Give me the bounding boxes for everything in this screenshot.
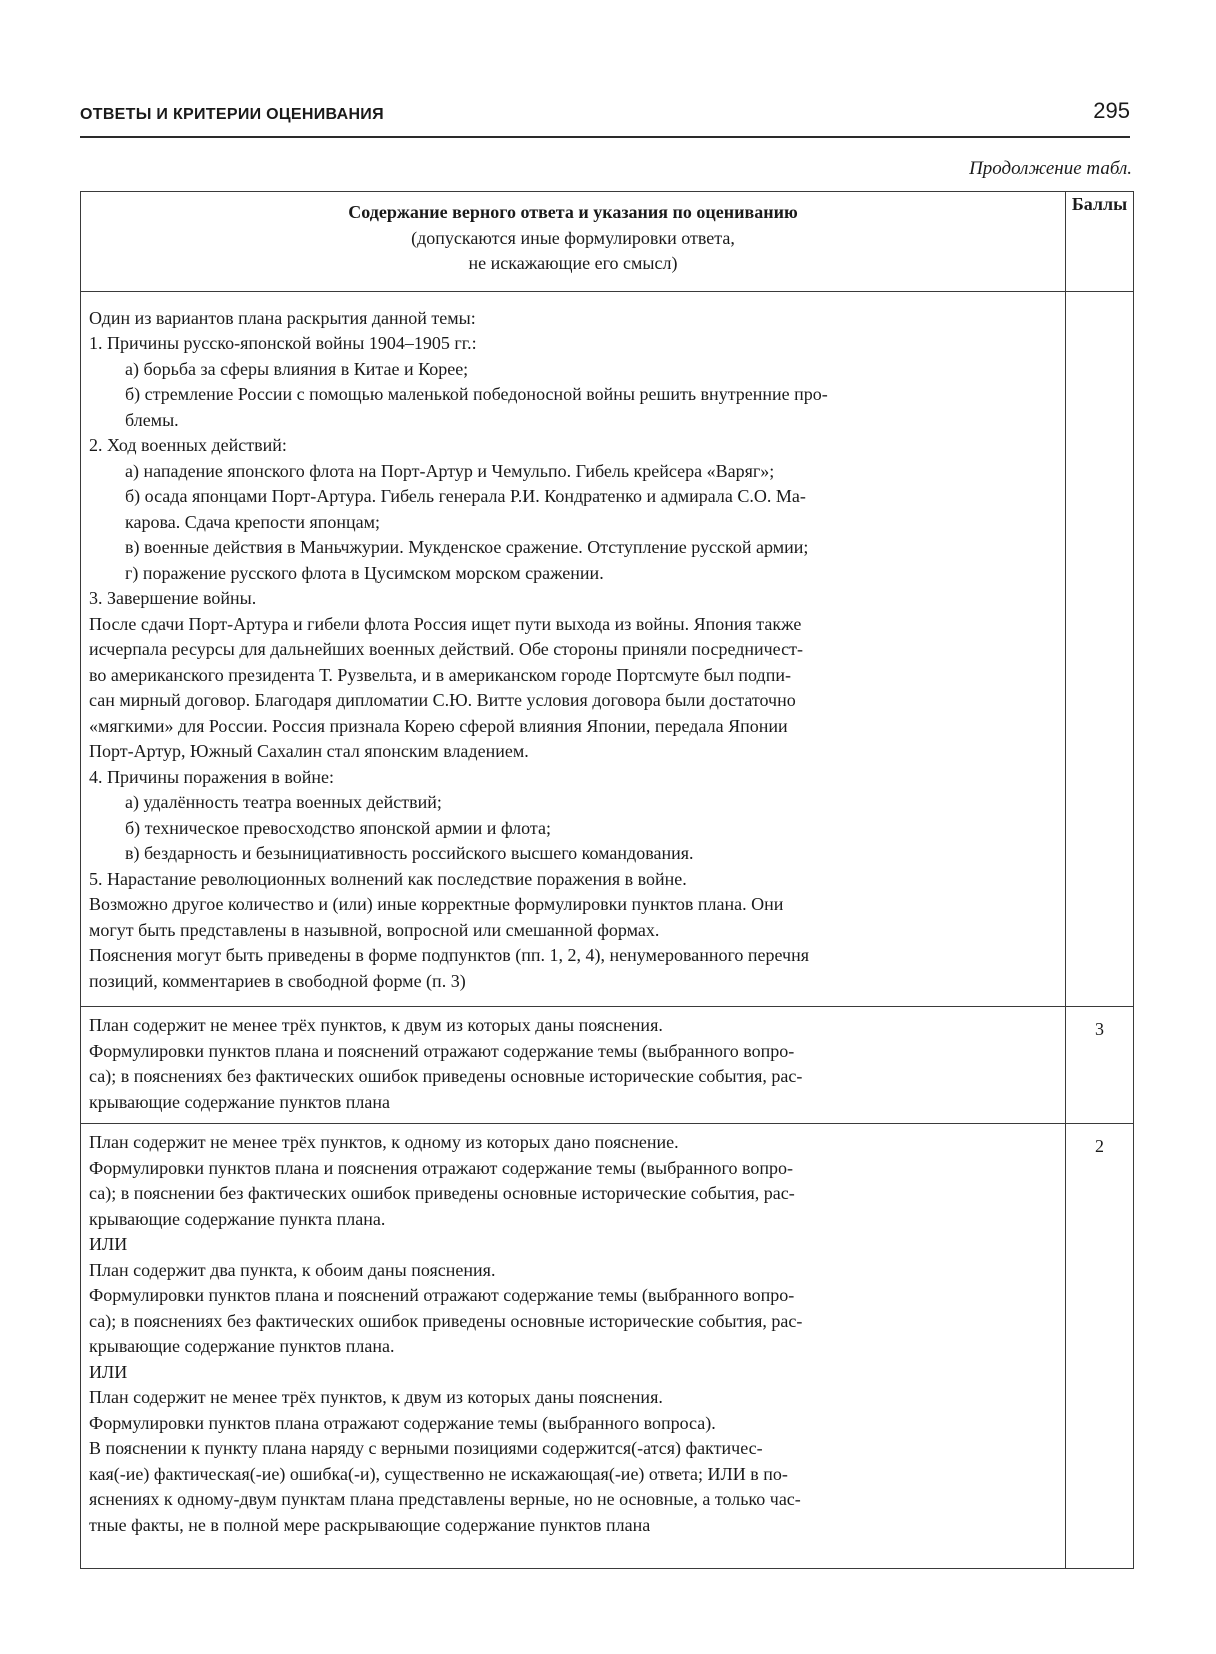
criteria-line: ИЛИ <box>89 1361 128 1382</box>
criteria-line: крывающие содержание пунктов плана. <box>89 1336 395 1356</box>
points-column-header: Баллы <box>1066 192 1134 292</box>
page-header <box>80 96 1130 138</box>
criteria-line: План содержит не менее трёх пунктов, к двум из которых даны пояснения. <box>89 1387 663 1407</box>
content-column-header <box>81 192 1066 292</box>
criteria-line: Формулировки пунктов плана и пояснений отражают содержание темы (выбранного вопро- <box>89 1040 795 1061</box>
points-value: 2 <box>1066 1124 1134 1569</box>
criteria-line: Формулировки пунктов плана отражают содержание темы (выбранного вопроса). <box>89 1412 716 1433</box>
plan-cell <box>81 291 1066 1007</box>
plan-line: могут быть представлены в назывной, вопросной или смешанной формах. <box>89 919 660 940</box>
plan-line: 3. Завершение войны. <box>89 588 257 608</box>
points-value: 3 <box>1066 1007 1134 1124</box>
criteria-line: кая(-ие) фактическая(-ие) ошибка(-и), существенно не искажающая(-ие) ответа; ИЛИ в по- <box>89 1463 788 1484</box>
page-number: 295 <box>1093 98 1130 123</box>
plan-line: блемы. <box>125 409 179 430</box>
points-cell-empty <box>1066 291 1134 1007</box>
plan-line: 4. Причины поражения в войне: <box>89 766 335 787</box>
table-header-row <box>81 192 1134 292</box>
table-row <box>81 291 1134 1007</box>
table-row <box>81 1007 1134 1124</box>
plan-line: 5. Нарастание революционных волнений как последствие поражения в войне. <box>89 868 687 889</box>
plan-line: 2. Ход военных действий: <box>89 435 287 455</box>
header-line: (допускаются иные формулировки ответа, <box>411 227 735 248</box>
criteria-line: са); в пояснениях без фактических ошибок приведены основные исторические события, рас- <box>89 1066 803 1086</box>
criteria-line: ИЛИ <box>89 1234 128 1254</box>
criteria-line: са); в пояснении без фактических ошибок приведены основные исторические события, рас- <box>89 1183 795 1203</box>
plan-line: позиций, комментариев в свободной форме (п. 3) <box>89 970 466 991</box>
criteria-line: тные факты, не в полной мере раскрывающие содержание пунктов плана <box>89 1514 651 1535</box>
plan-line: Порт-Артур, Южный Сахалин стал японским владением. <box>89 741 529 761</box>
criteria-line: В пояснении к пункту плана наряду с верными позициями содержится(-атся) фактичес- <box>89 1438 763 1458</box>
criteria-line: План содержит не менее трёх пунктов, к двум из которых даны пояснения. <box>89 1015 663 1035</box>
criteria-line: План содержит не менее трёх пунктов, к одному из которых дано пояснение. <box>89 1132 679 1152</box>
criteria-cell <box>81 1124 1066 1569</box>
plan-line: б) техническое превосходство японской армии и флота; <box>125 817 551 838</box>
header-line: Содержание верного ответа и указания по оцениванию <box>348 202 798 222</box>
criteria-line: яснениях к одному-двум пунктам плана представлены верные, но не основные, а только час- <box>89 1489 801 1509</box>
plan-line: г) поражение русского флота в Цусимском морском сражении. <box>125 562 604 583</box>
plan-line: сан мирный договор. Благодаря дипломатии С.Ю. Витте условия договора были достаточно <box>89 690 796 710</box>
criteria-line: Формулировки пунктов плана и пояснения отражают содержание темы (выбранного вопро- <box>89 1157 793 1178</box>
criteria-line: крывающие содержание пункта плана. <box>89 1208 386 1229</box>
plan-line: исчерпала ресурсы для дальнейших военных действий. Обе стороны приняли посредничест- <box>89 639 803 659</box>
plan-line: в) военные действия в Маньчжурии. Мукденское сражение. Отступление русской армии; <box>125 537 809 557</box>
table-row <box>81 1124 1134 1569</box>
plan-line: карова. Сдача крепости японцам; <box>125 511 381 532</box>
plan-line: Один из вариантов плана раскрытия данной темы: <box>89 307 476 328</box>
criteria-line: крывающие содержание пунктов плана <box>89 1091 390 1112</box>
criteria-line: са); в пояснениях без фактических ошибок приведены основные исторические события, рас- <box>89 1310 803 1331</box>
answer-criteria-table <box>80 191 1134 1569</box>
plan-line: а) удалённость театра военных действий; <box>125 792 442 812</box>
criteria-line: План содержит два пункта, к обоим даны пояснения. <box>89 1259 496 1280</box>
plan-line: После сдачи Порт-Артура и гибели флота Россия ищет пути выхода из войны. Япония также <box>89 613 802 634</box>
criteria-line: Формулировки пунктов плана и пояснений отражают содержание темы (выбранного вопро- <box>89 1285 795 1305</box>
plan-line: а) нападение японского флота на Порт-Артур и Чемульпо. Гибель крейсера «Варяг»; <box>125 460 775 481</box>
plan-line: «мягкими» для России. Россия признала Корею сферой влияния Японии, передала Японии <box>89 715 788 736</box>
plan-line: в) бездарность и безынициативность российского высшего командования. <box>125 843 694 863</box>
plan-line: Возможно другое количество и (или) иные корректные формулировки пунктов плана. Они <box>89 894 784 914</box>
header-line: не искажающие его смысл) <box>468 253 678 273</box>
running-title: ОТВЕТЫ И КРИТЕРИИ ОЦЕНИВАНИЯ <box>80 106 384 123</box>
plan-line: 1. Причины русско-японской войны 1904–1905 гг.: <box>89 333 477 353</box>
plan-line: б) осада японцами Порт-Артура. Гибель генерала Р.И. Кондратенко и адмирала С.О. Ма- <box>125 486 806 506</box>
plan-line: а) борьба за сферы влияния в Китае и Корее; <box>125 358 469 379</box>
plan-line: во американского президента Т. Рузвельта, и в американском городе Портсмуте был подпи- <box>89 664 791 685</box>
plan-line: Пояснения могут быть приведены в форме подпунктов (пп. 1, 2, 4), ненумерованного перечня <box>89 945 810 965</box>
plan-line: б) стремление России с помощью маленькой победоносной войны решить внутренние про- <box>125 384 828 404</box>
criteria-cell <box>81 1007 1066 1124</box>
continuation-note: Продолжение табл. <box>969 158 1132 179</box>
